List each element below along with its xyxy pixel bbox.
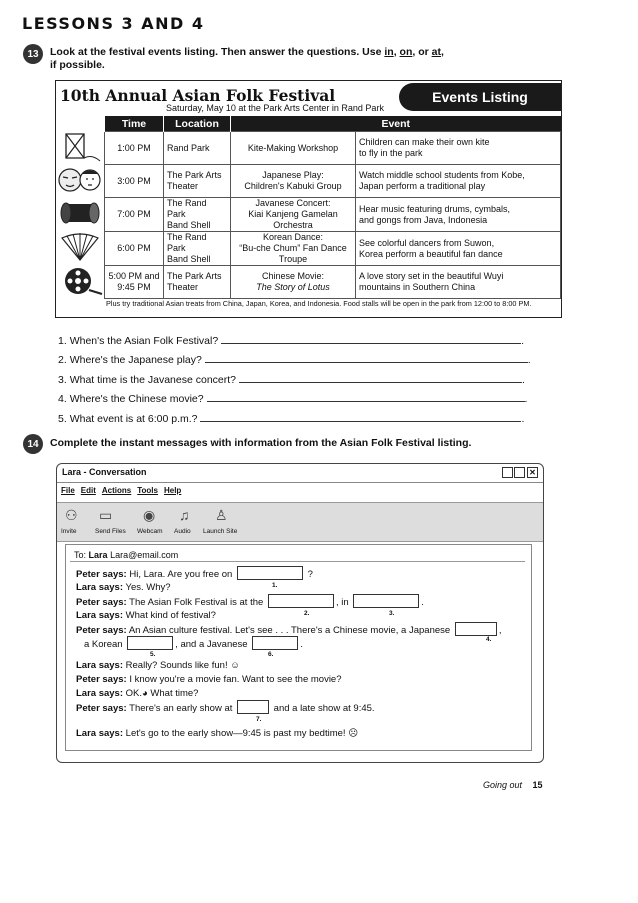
- desc-line: Watch middle school students from Kobe,: [359, 170, 525, 180]
- message-text: .: [421, 597, 424, 608]
- event-line: Chinese Movie:: [261, 271, 325, 281]
- table-header-row: [56, 116, 561, 132]
- blank-number: 2.: [304, 610, 310, 617]
- question-number: 2.: [58, 354, 67, 366]
- festival-title: 10th Annual Asian Folk Festival: [60, 86, 336, 105]
- desc-line: Japan perform a traditional play: [359, 181, 486, 191]
- smiley-icon: ☺: [230, 660, 240, 671]
- message-text: ?: [307, 569, 313, 580]
- cell-description: [356, 198, 561, 232]
- cell-location: [164, 132, 231, 165]
- desc-line: to fly in the park: [359, 148, 423, 158]
- menu-file[interactable]: File: [61, 486, 75, 495]
- event-line: Javanese Concert:: [255, 198, 331, 208]
- sender: Lara says:: [76, 610, 124, 621]
- cell-description: [356, 232, 561, 266]
- location-line: Rand Park: [167, 142, 210, 153]
- exercise-14-instructions: Complete the instant messages with information from the Asian Folk Festival listing.: [50, 437, 472, 449]
- answer-blank[interactable]: [205, 352, 528, 363]
- blank-number: 6.: [268, 651, 274, 658]
- desc-line: Korea perform a beautiful fan dance: [359, 248, 503, 259]
- question-end: .: [521, 335, 525, 347]
- answer-box-2[interactable]: [268, 594, 334, 608]
- question-text: Where's the Japanese play?: [69, 354, 202, 366]
- message-text: What kind of festival?: [125, 610, 216, 621]
- menu-actions[interactable]: Actions: [101, 486, 132, 495]
- table-row: [56, 165, 561, 198]
- desc-line: mountains in Southern China: [359, 282, 476, 292]
- menu-tools[interactable]: Tools: [137, 486, 158, 495]
- word-on: on: [399, 46, 413, 58]
- location-line: The Park Arts: [167, 271, 222, 281]
- message-text: Let's go to the early show—9:45 is past my bedtime!: [125, 728, 346, 739]
- page-footer: [483, 775, 543, 793]
- message-text: ,: [498, 625, 502, 636]
- event-line: Kite-Making Workshop: [247, 142, 339, 153]
- question-end: .: [521, 413, 525, 425]
- message-text: The Asian Folk Festival is at the: [129, 597, 264, 608]
- blank-number: 5.: [150, 651, 156, 658]
- answer-box-1[interactable]: [237, 566, 303, 580]
- sender: Lara says:: [76, 660, 124, 671]
- fan-icon: [56, 232, 105, 266]
- sender: Peter says:: [76, 674, 127, 685]
- message-text: An Asian culture festival. Let's see . . . There's a Chinese movie, a Japanese: [128, 625, 451, 636]
- exercise-13-badge: 13: [23, 44, 43, 64]
- question-2: [58, 352, 531, 366]
- table-row: [56, 132, 561, 165]
- location-line: The Rand Park: [167, 198, 207, 219]
- tool-launch-site[interactable]: Launch Site: [203, 528, 238, 535]
- chat-menu-bar: [61, 486, 187, 495]
- sender: Lara says:: [76, 582, 124, 593]
- event-line: “Bu-che Chum” Fan Dance Troupe: [239, 243, 347, 264]
- webcam-icon[interactable]: ◉: [143, 507, 156, 523]
- message-pane: [65, 544, 532, 751]
- invite-icon[interactable]: ⚇: [65, 507, 78, 523]
- page-number: 15: [532, 780, 543, 790]
- menu-edit[interactable]: Edit: [80, 486, 96, 495]
- message-text: There's an early show at: [129, 703, 233, 714]
- to-name: Lara: [88, 550, 108, 560]
- event-line: Kiai Kanjeng Gamelan Orchestra: [248, 209, 338, 230]
- lesson-heading: LESSONS 3 AND 4: [22, 14, 205, 33]
- audio-icon[interactable]: ♫: [179, 507, 190, 523]
- question-number: 3.: [58, 374, 67, 386]
- kite-icon: [56, 132, 105, 165]
- event-line: Japanese Play:: [262, 170, 324, 180]
- location-line: The Park Arts: [167, 170, 222, 180]
- chat-title: Lara - Conversation: [62, 467, 147, 477]
- instr-sep: , or: [412, 46, 432, 58]
- minimize-icon[interactable]: [502, 467, 513, 478]
- kabuki-mask-icon: [56, 165, 105, 198]
- event-line: Korean Dance:: [262, 232, 324, 242]
- cell-location: [164, 232, 231, 266]
- festival-subtitle: Saturday, May 10 at the Park Arts Center in Rand Park: [166, 103, 384, 113]
- desc-line: Hear music featuring drums, cymbals,: [359, 203, 511, 214]
- cell-event: [231, 266, 356, 299]
- send-files-icon[interactable]: ▭: [99, 507, 113, 523]
- message-text: , in: [335, 597, 349, 608]
- location-line: Theater: [167, 181, 199, 191]
- sender: Lara says:: [76, 728, 124, 739]
- question-text: Where's the Chinese movie?: [69, 393, 204, 405]
- chat-message: [76, 700, 375, 717]
- event-line: The Story of Lotus: [256, 282, 330, 292]
- location-line: The Rand Park: [167, 232, 207, 253]
- tool-send-files[interactable]: Send Files: [95, 528, 126, 535]
- desc-line: A love story set in the beautiful Wuyi: [359, 271, 504, 281]
- sender: Lara says:: [76, 688, 124, 699]
- message-text: Really? Sounds like fun!: [125, 660, 228, 671]
- question-5: [58, 411, 524, 425]
- blank-number: 1.: [272, 582, 278, 589]
- cell-event: [231, 198, 356, 232]
- table-row: [56, 198, 561, 232]
- maximize-icon[interactable]: [514, 467, 525, 478]
- cell-description: [356, 165, 561, 198]
- location-line: Band Shell: [167, 220, 211, 230]
- cell-location: [164, 198, 231, 232]
- answer-blank[interactable]: [207, 391, 525, 402]
- pic-header: [56, 116, 105, 132]
- chat-message: [76, 726, 358, 742]
- table-row: [56, 266, 561, 299]
- sender: Peter says:: [76, 703, 127, 714]
- tool-invite[interactable]: Invite: [61, 528, 77, 535]
- question-4: [58, 391, 527, 405]
- to-email: Lara@email.com: [110, 550, 179, 560]
- question-3: [58, 372, 525, 386]
- tool-webcam[interactable]: Webcam: [137, 528, 163, 535]
- events-listing-badge: Events Listing: [399, 83, 561, 111]
- sleepy-face-icon: ☹: [348, 728, 359, 739]
- message-text: What time?: [150, 688, 199, 699]
- exercise-13-instructions: [50, 46, 444, 72]
- question-number: 1.: [58, 335, 67, 347]
- question-text: What event is at 6:00 p.m.?: [69, 413, 198, 425]
- instr-text: Look at the festival events listing. Then answer the questions. Use: [50, 46, 385, 58]
- close-icon[interactable]: ✕: [527, 467, 538, 478]
- message-text: , and a Javanese: [175, 639, 248, 650]
- message-text: I know you're a movie fan. Want to see the movie?: [129, 674, 342, 685]
- message-text: OK.: [125, 688, 143, 699]
- cell-description: [356, 132, 561, 165]
- festival-listing: [55, 80, 562, 318]
- cell-event: [231, 232, 356, 266]
- cell-time: [105, 266, 164, 299]
- time-line: 5:00 PM and: [108, 271, 160, 281]
- answer-blank[interactable]: [200, 411, 521, 422]
- location-line: Band Shell: [167, 254, 211, 264]
- menu-help[interactable]: Help: [163, 486, 182, 495]
- chat-titlebar: [57, 464, 543, 483]
- event-line: Children's Kabuki Group: [244, 181, 342, 191]
- instr-sep: ,: [393, 46, 400, 58]
- cell-time: 6:00 PM: [105, 232, 164, 266]
- festival-footer-note: Plus try traditional Asian treats from China, Japan, Korea, and Indonesia. Food stalls will be open in the park from 12:00 to 8:00 PM.: [106, 299, 532, 308]
- answer-box-5[interactable]: [127, 636, 173, 650]
- cell-time: 1:00 PM: [105, 132, 164, 165]
- cell-location: [164, 266, 231, 299]
- question-end: .: [521, 374, 525, 386]
- message-text: Yes. Why?: [125, 582, 171, 593]
- question-1: [58, 333, 524, 347]
- tool-audio[interactable]: Audio: [174, 528, 191, 535]
- cell-time: 3:00 PM: [105, 165, 164, 198]
- divider: [70, 561, 525, 562]
- blank-number: 3.: [389, 610, 395, 617]
- events-table: [56, 116, 561, 299]
- col-location: Location: [164, 116, 231, 132]
- question-end: .: [527, 354, 531, 366]
- answer-box-3[interactable]: [353, 594, 419, 608]
- chat-window: [56, 463, 544, 763]
- question-number: 4.: [58, 393, 67, 405]
- cell-event: [231, 165, 356, 198]
- message-text: .: [300, 639, 303, 650]
- desc-line: and gongs from Java, Indonesia: [359, 214, 488, 225]
- sender: Peter says:: [76, 625, 127, 636]
- blank-number: 7.: [256, 716, 262, 723]
- col-event: Event: [231, 116, 561, 132]
- location-line: Theater: [167, 282, 199, 292]
- answer-box-6[interactable]: [252, 636, 298, 650]
- time-line: 9:45 PM: [117, 282, 151, 292]
- instr-sep: ,: [440, 46, 444, 58]
- sender: Peter says:: [76, 597, 127, 608]
- question-end: .: [524, 393, 528, 405]
- footer-label: Going out: [483, 780, 523, 790]
- exercise-14-badge: 14: [23, 434, 43, 454]
- answer-blank[interactable]: [221, 333, 521, 344]
- cell-location: [164, 165, 231, 198]
- word-in: in: [384, 46, 394, 58]
- desc-line: Children can make their own kite: [359, 137, 490, 147]
- answer-box-7[interactable]: [237, 700, 269, 714]
- chat-toolbar: [57, 502, 543, 542]
- question-text: When's the Asian Folk Festival?: [69, 335, 219, 347]
- cell-description: [356, 266, 561, 299]
- desc-line: See colorful dancers from Suwon,: [359, 237, 495, 248]
- sender: Peter says:: [76, 569, 127, 580]
- col-time: Time: [105, 116, 164, 132]
- question-text: What time is the Javanese concert?: [69, 374, 237, 386]
- thumbs-up-icon: ◕: [142, 688, 148, 699]
- blank-number: 4.: [486, 636, 492, 643]
- to-label: To:: [74, 550, 87, 560]
- cell-time: 7:00 PM: [105, 198, 164, 232]
- question-number: 5.: [58, 413, 67, 425]
- film-reel-icon: [56, 266, 105, 299]
- message-text: a Korean: [84, 639, 123, 650]
- answer-box-4[interactable]: [455, 622, 497, 636]
- instr-text-2: if possible.: [50, 59, 105, 71]
- launch-site-icon[interactable]: ♙: [215, 507, 228, 523]
- table-row: [56, 232, 561, 266]
- answer-blank[interactable]: [239, 372, 522, 383]
- message-text: Hi, Lara. Are you free on: [129, 569, 233, 580]
- cell-event: [231, 132, 356, 165]
- word-at: at: [431, 46, 441, 58]
- message-text: and a late show at 9:45.: [273, 703, 375, 714]
- drum-icon: [56, 198, 105, 232]
